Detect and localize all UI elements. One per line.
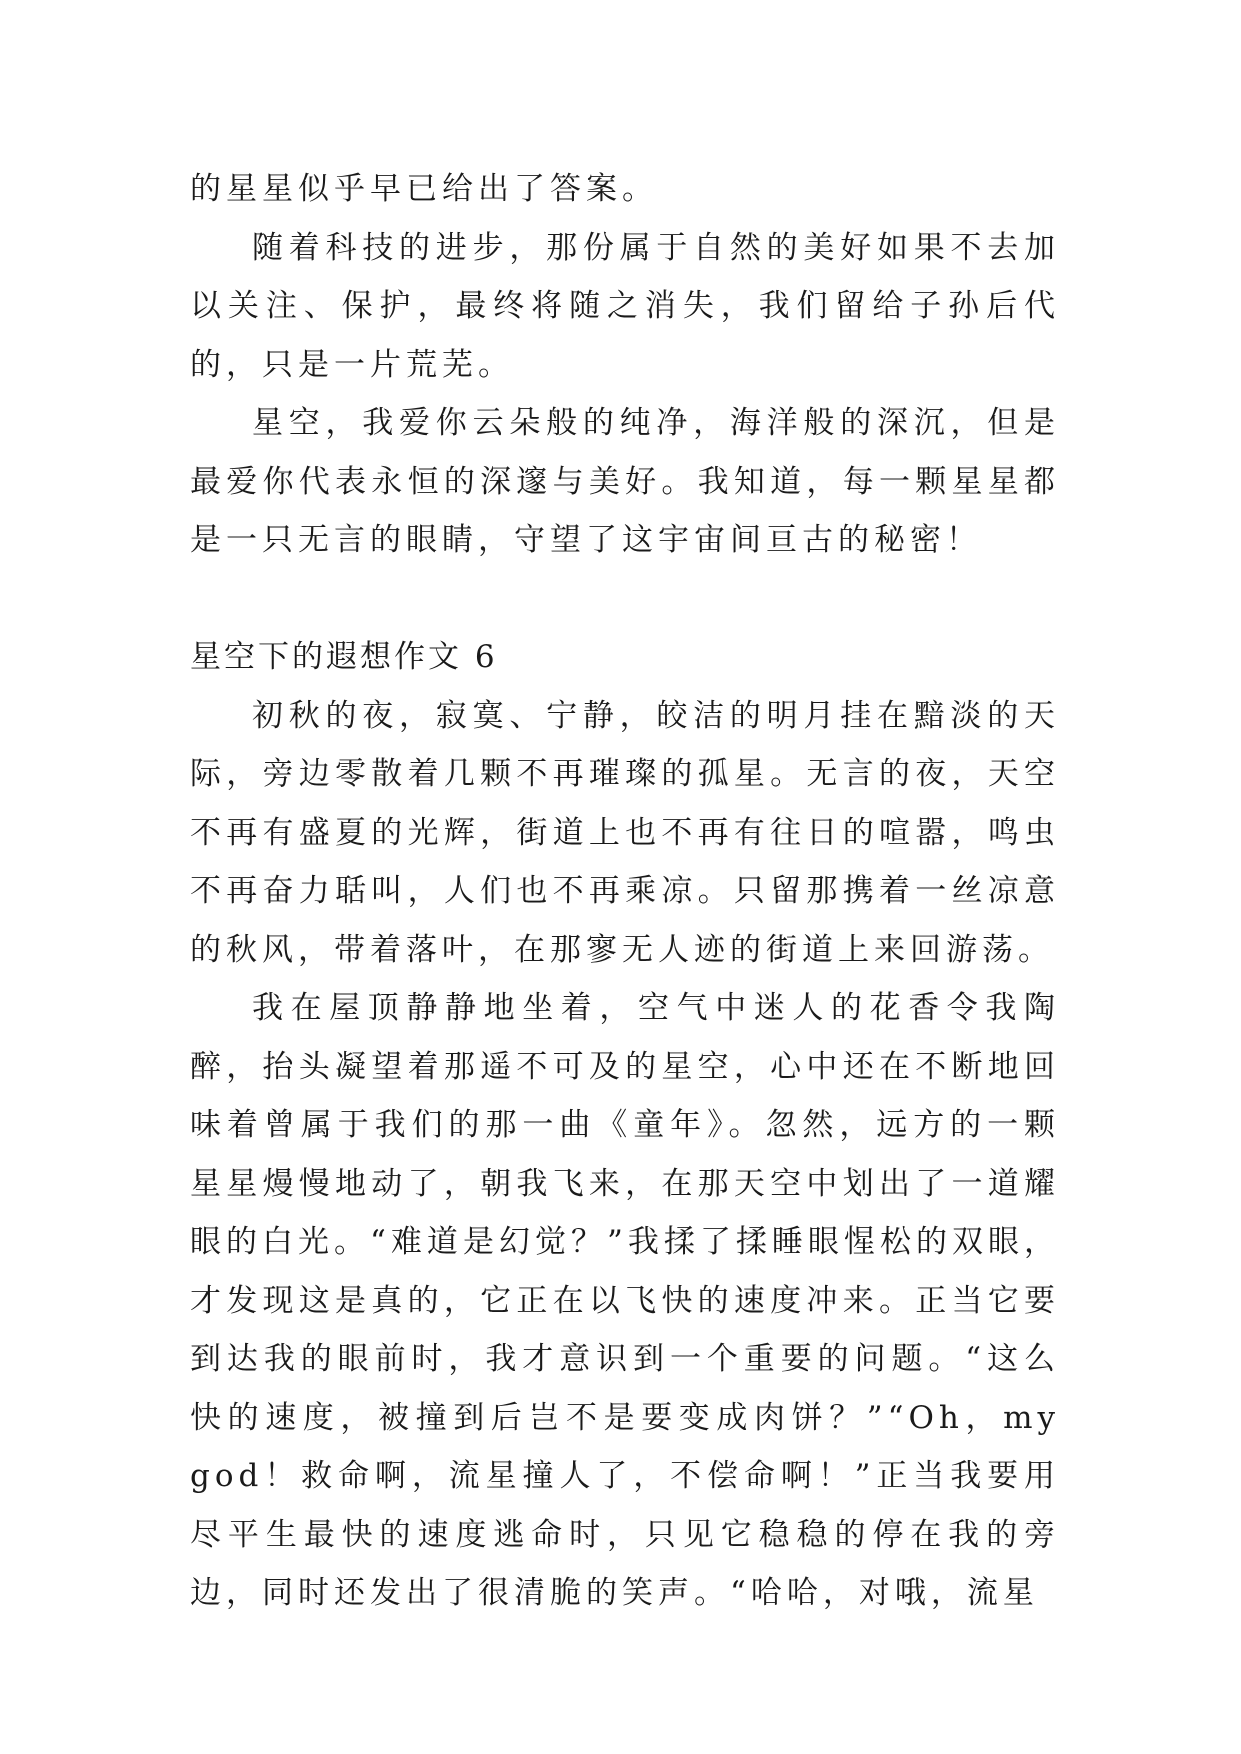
- paragraph-technology: 随着科技的进步，那份属于自然的美好如果不去加以关注、保护，最终将随之消失，我们留给子孙后代的，只是一片荒芜。: [190, 229, 1060, 383]
- paragraph-autumn-night: 初秋的夜，寂寞、宁静，皎洁的明月挂在黯淡的天际，旁边零散着几颗不再璀璨的孤星。无言的夜，天空不再有盛夏的光辉，街道上也不再有往日的喧嚣，鸣虫不再奋力聒叫，人们也不再乘凉。只留那携着一丝凉意的秋风，带着落叶，在那寥无人迹的街道上来回游荡。: [190, 697, 1060, 968]
- paragraph-continuation: 的星星似乎早已给出了答案。: [190, 171, 658, 207]
- paragraph-starry-sky: 星空，我爱你云朵般的纯净，海洋般的深沉，但是最爱你代表永恒的深邃与美好。我知道，每一颗星星都是一只无言的眼睛，守望了这宇宙间亘古的秘密！: [190, 405, 1060, 558]
- section-title: 星空下的遐想作文 6: [190, 639, 498, 675]
- document-body: [190, 160, 1060, 1623]
- paragraph-meteor: 我在屋顶静静地坐着，空气中迷人的花香令我陶醉，抬头凝望着那遥不可及的星空，心中还在不断地回味着曾属于我们的那一曲《童年》。忽然，远方的一颗星星熳慢地动了，朝我飞来，在那天空中划出了一道耀眼的白光。“难道是幻觉？”我揉了揉睡眼惺松的双眼，才发现这是真的，它正在以飞快的速度冲来。正当它要到达我的眼前时，我才意识到一个重要的问题。“这么快的速度，被撞到后岂不是要变成肉饼？”“Oh，my god！救命啊，流星撞人了，不偿命啊！”正当我要用尽平生最快的速度逃命时，只见它稳稳的停在我的旁边，同时还发出了很清脆的笑声。“哈哈，对哦，流星: [190, 990, 1060, 1611]
